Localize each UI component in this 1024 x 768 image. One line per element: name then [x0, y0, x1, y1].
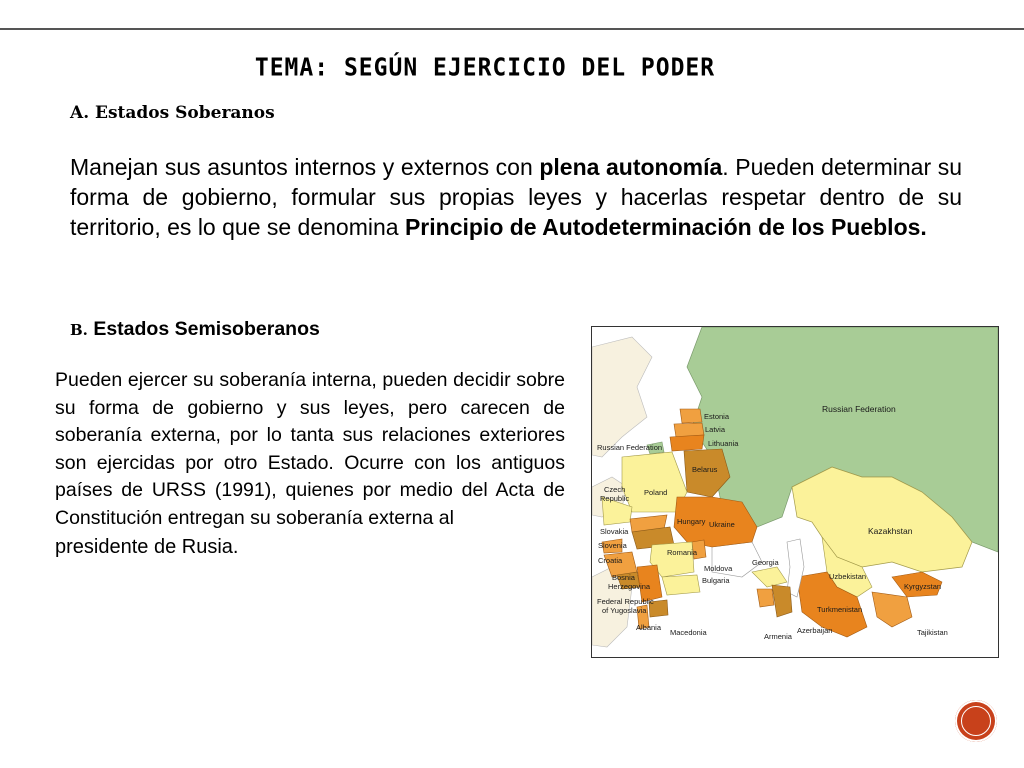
- label-kyrgyzstan: Kyrgyzstan: [904, 582, 942, 591]
- para-a-text-2: . Pueden determinar su forma de gobierno, formular sus propias leyes y hacerlas respetar dentro de su territorio, es lo que se denomina: [70, 154, 962, 240]
- next-slide-button[interactable]: [955, 700, 997, 742]
- label-azerbaijan: Azerbaijan: [797, 626, 833, 635]
- label-hungary: Hungary: [677, 517, 706, 526]
- label-romania: Romania: [667, 548, 698, 557]
- label-turkmenistan: Turkmenistan: [817, 605, 863, 614]
- armenia-shape: [757, 589, 774, 607]
- label-lithuania: Lithuania: [708, 439, 739, 448]
- slide-title: TEMA: SEGÚN EJERCICIO DEL PODER: [254, 53, 716, 83]
- latvia-shape: [674, 423, 704, 437]
- label-russia-kaliningrad: Russian Federation: [597, 443, 663, 452]
- section-b-paragraph: [55, 367, 565, 562]
- top-rule: [0, 28, 1024, 30]
- label-estonia: Estonia: [704, 412, 730, 421]
- label-yugoslavia-1: Federal Republic: [597, 597, 654, 606]
- label-poland: Poland: [644, 488, 668, 497]
- label-belarus: Belarus: [692, 465, 718, 474]
- map-svg: [592, 327, 998, 657]
- label-slovenia: Slovenia: [598, 541, 627, 550]
- para-b-end: presidente de Rusia.: [55, 536, 239, 558]
- former-ussr-map: [591, 326, 999, 658]
- label-georgia: Georgia: [752, 558, 779, 567]
- section-a-heading: A. Estados Soberanos: [70, 103, 275, 123]
- label-armenia: Armenia: [764, 632, 792, 641]
- label-czech-2: Republic: [600, 494, 630, 503]
- para-a-bold-1: plena autonomía: [539, 154, 723, 180]
- label-bosnia-2: Herzegovina: [608, 582, 651, 591]
- para-b-text: Pueden ejercer su soberanía interna, pueden decidir sobre su forma de gobierno y sus leyes, pero carecen de soberanía externa, por lo tanta sus relaciones exteriores son ejercidas por otro Estado. Ocurre con los antiguos países de URSS (1991), quienes por medio del Acta de Constitución entregan su soberanía externa al: [55, 369, 565, 529]
- label-russia: Russian Federation: [822, 404, 896, 414]
- label-macedonia: Macedonia: [670, 628, 707, 637]
- label-moldova: Moldova: [704, 564, 733, 573]
- label-albania: Albania: [636, 623, 662, 632]
- label-ukraine: Ukraine: [709, 520, 735, 529]
- estonia-shape: [680, 409, 702, 423]
- label-croatia: Croatia: [598, 556, 623, 565]
- section-b-prefix: B.: [70, 321, 88, 339]
- label-bulgaria: Bulgaria: [702, 576, 730, 585]
- para-a-bold-2: Principio de Autodeterminación de los Pueblos.: [404, 214, 927, 240]
- section-a-paragraph: [70, 152, 962, 242]
- label-latvia: Latvia: [705, 425, 726, 434]
- label-kazakhstan: Kazakhstan: [868, 526, 913, 536]
- section-b-title: Estados Semisoberanos: [93, 318, 320, 340]
- label-czech-1: Czech: [604, 485, 626, 494]
- circle-icon: [961, 706, 991, 736]
- label-yugoslavia-2: of Yugoslavia: [602, 606, 647, 615]
- label-tajikistan: Tajikistan: [917, 628, 948, 637]
- bulgaria-shape: [662, 575, 700, 595]
- lithuania-shape: [670, 435, 704, 451]
- para-a-text-1: Manejan sus asuntos internos y externos con: [70, 154, 540, 180]
- label-slovakia: Slovakia: [600, 527, 629, 536]
- section-b-heading: [70, 318, 320, 341]
- label-bosnia-1: Bosnia: [612, 573, 635, 582]
- label-uzbekistan: Uzbekistan: [829, 572, 867, 581]
